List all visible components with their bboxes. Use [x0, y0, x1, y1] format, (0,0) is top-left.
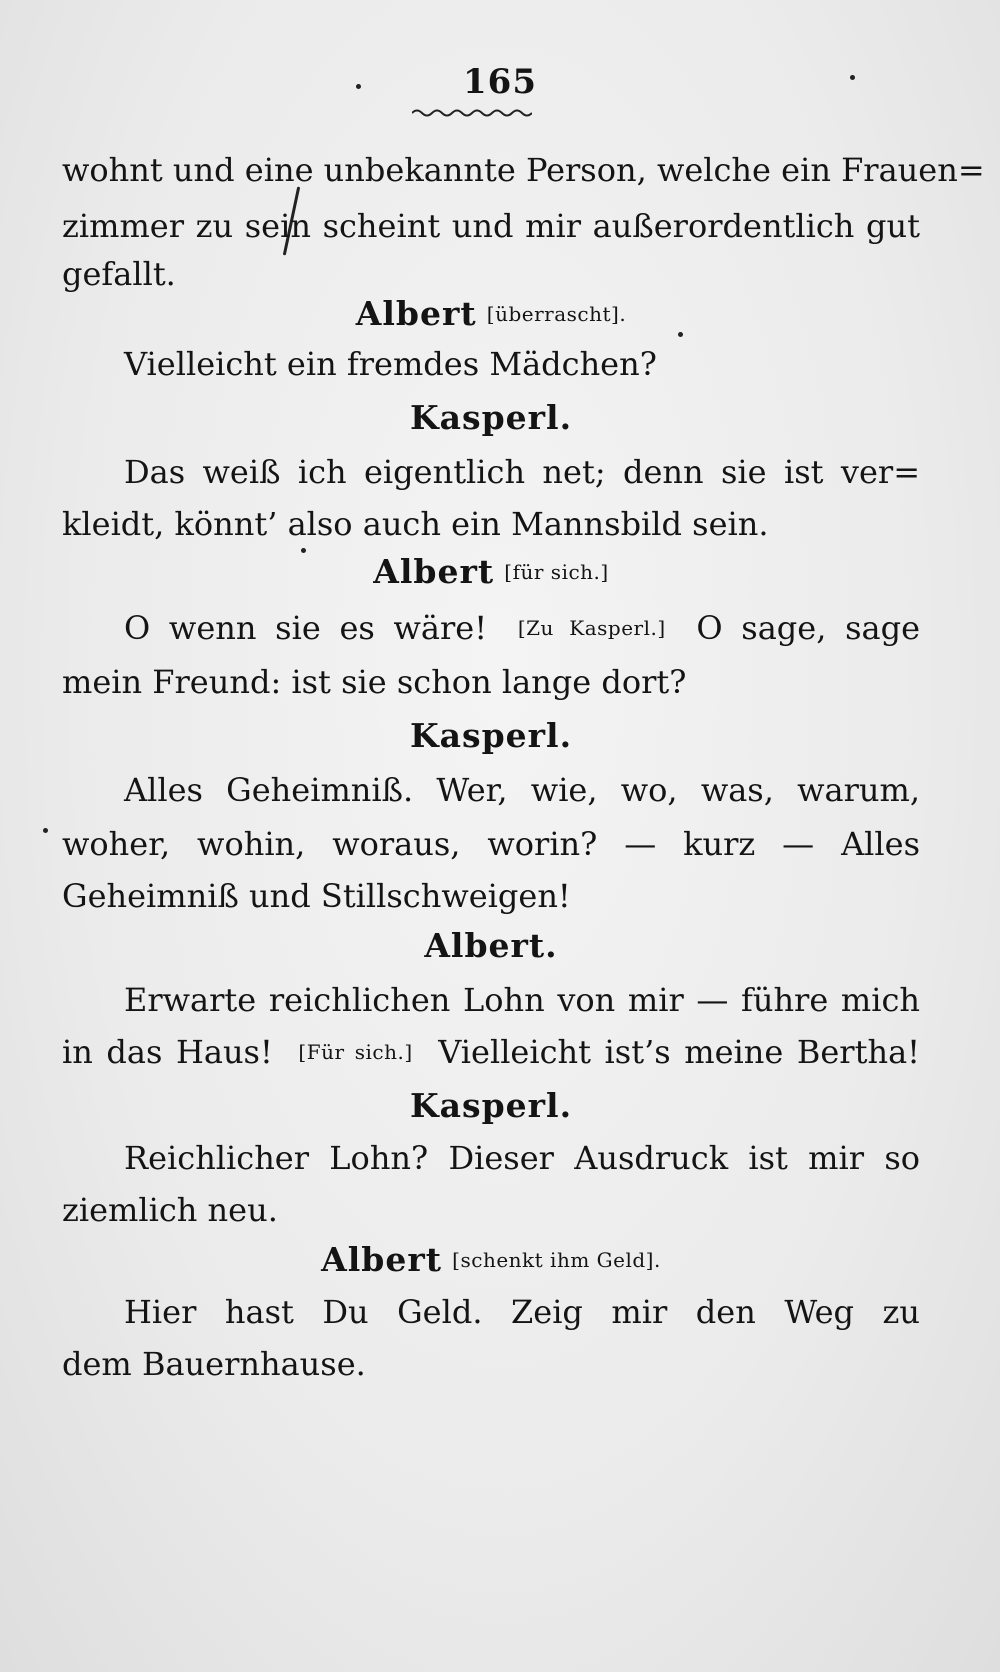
print-speck: [356, 84, 361, 89]
speaker-name: Kasperl.: [409, 398, 573, 437]
decorative-wavy-rule: [412, 106, 532, 120]
speaker-name: Kasperl.: [409, 716, 573, 755]
stage-direction: [Für sich.]: [298, 1040, 413, 1064]
page-header: [0, 62, 1000, 122]
speaker-heading: [62, 1086, 920, 1126]
speaker-name: Albert: [321, 1240, 442, 1279]
stage-direction: [für sich.]: [504, 560, 609, 584]
text-line: dem Bauernhause.: [62, 1345, 366, 1383]
print-speck: [850, 75, 855, 80]
speaker-heading: [62, 926, 920, 966]
print-speck: [43, 828, 48, 833]
text-line: zimmer zu sein scheint und mir außerordentlich gut: [62, 207, 920, 245]
speaker-heading: [62, 294, 920, 334]
speaker-heading: [62, 716, 920, 756]
text-line: Vielleicht ein fremdes Mädchen?: [124, 345, 657, 383]
text-fragment: Vielleicht ist’s meine Bertha!: [438, 1033, 920, 1071]
text-fragment: O sage, sage: [696, 609, 921, 647]
text-line: Alles Geheimniß. Wer, wie, wo, was, warum,: [124, 771, 920, 809]
text-line: Das weiß ich eigentlich net; denn sie ist ver=: [124, 453, 920, 491]
text-line: kleidt, könnt’ also auch ein Mannsbild sein.: [62, 505, 769, 543]
text-line: mein Freund: ist sie schon lange dort?: [62, 663, 687, 701]
text-line: Reichlicher Lohn? Dieser Ausdruck ist mir so: [124, 1139, 920, 1177]
text-line: ziemlich neu.: [62, 1191, 278, 1229]
speaker-heading: [62, 552, 920, 592]
speaker-name: Albert.: [424, 926, 558, 965]
text-line: [62, 608, 920, 648]
page-number: 165: [463, 62, 537, 102]
speaker-heading: [62, 1240, 920, 1280]
text-line: [62, 1032, 920, 1072]
speaker-name: Albert: [355, 294, 477, 333]
stage-direction: [schenkt ihm Geld].: [452, 1248, 661, 1272]
stage-direction: [Zu Kasperl.]: [517, 616, 666, 640]
text-line: Erwarte reichlichen Lohn von mir — führe mich: [124, 981, 920, 1019]
speaker-name: Kasperl.: [409, 1086, 573, 1125]
text-line: wohnt und eine unbekannte Person, welche ein Frauen=: [62, 151, 985, 189]
text-line: Hier hast Du Geld. Zeig mir den Weg zu: [124, 1293, 920, 1331]
text-fragment: O wenn sie es wäre!: [124, 609, 488, 647]
speaker-name: Albert: [373, 552, 495, 591]
speaker-heading: [62, 398, 920, 438]
text-fragment: in das Haus!: [62, 1033, 273, 1071]
text-line: gefallt.: [62, 255, 176, 293]
stage-direction: [überrascht].: [486, 302, 627, 326]
text-line: woher, wohin, woraus, worin? — kurz — Alles: [62, 825, 920, 863]
text-line: Geheimniß und Stillschweigen!: [62, 877, 571, 915]
